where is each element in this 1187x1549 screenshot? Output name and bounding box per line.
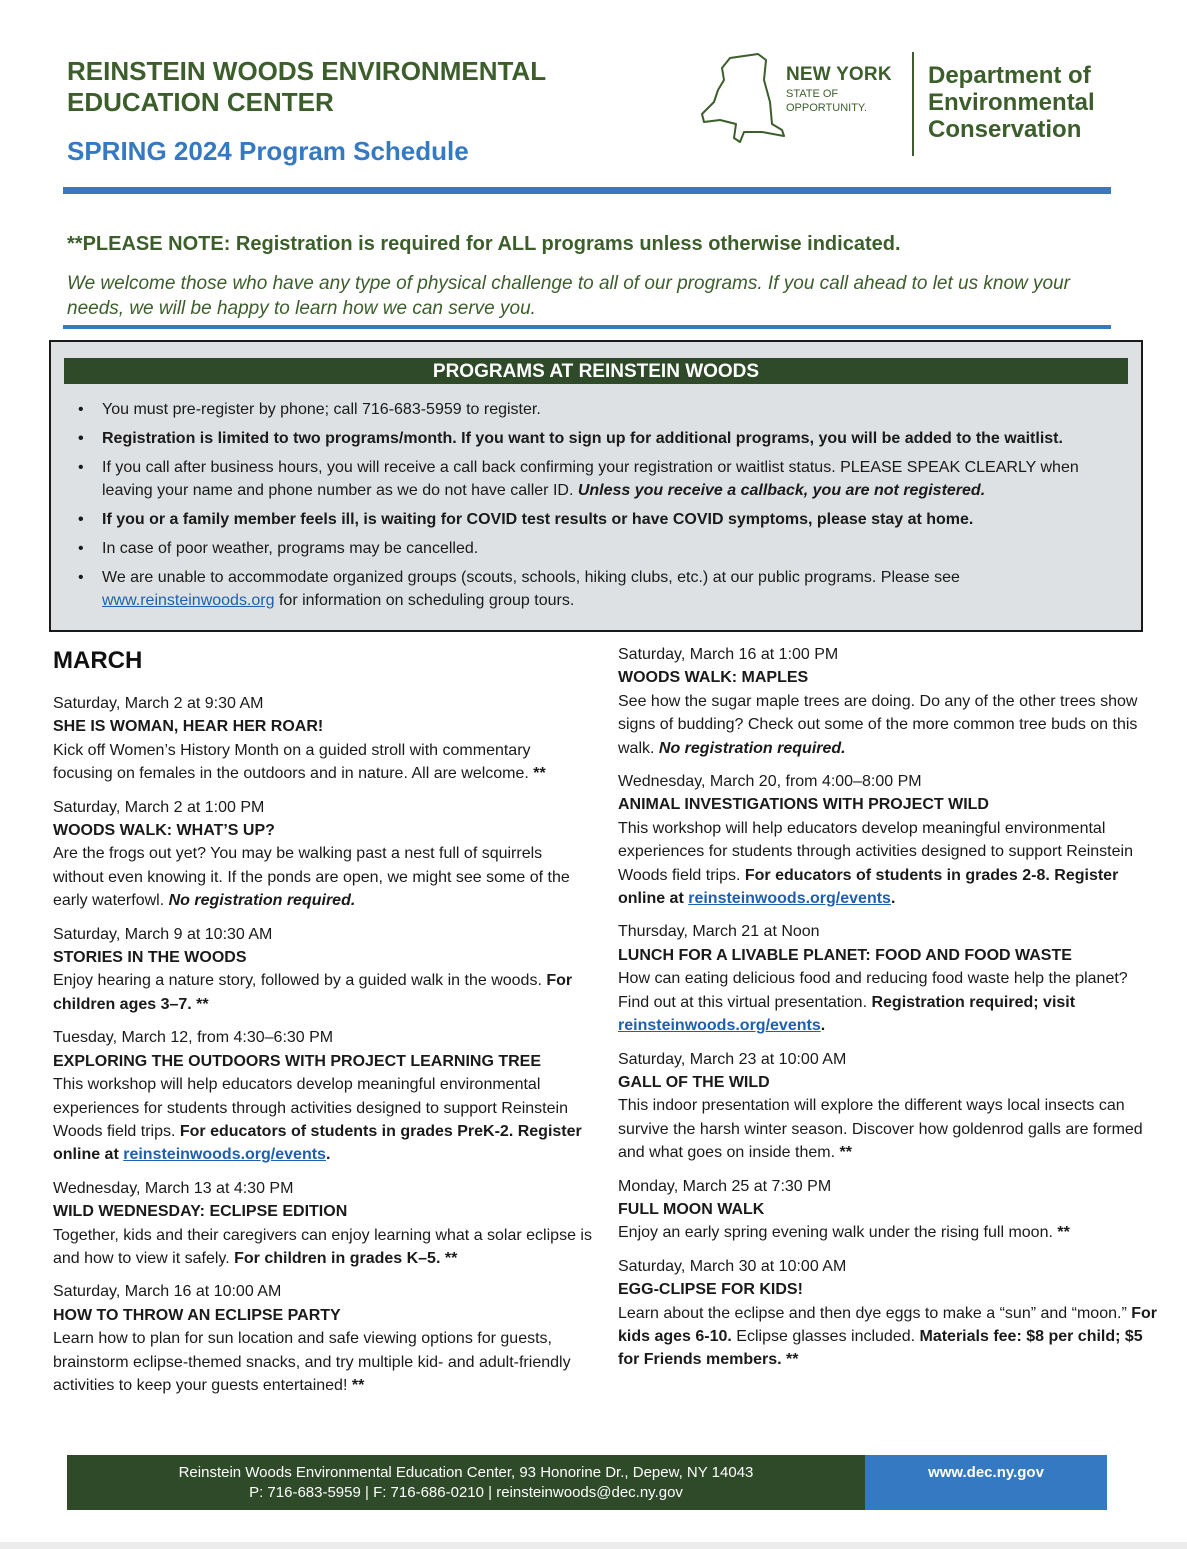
dec-line1: Department of bbox=[928, 62, 1091, 89]
event-date: Wednesday, March 13 at 4:30 PM bbox=[53, 1179, 294, 1197]
event bbox=[53, 796, 593, 913]
bullet-text: If you or a family member feels ill, is waiting for COVID test results or have COVID symptoms, please stay at home. bbox=[102, 511, 974, 528]
event-description: See how the sugar maple trees are doing. Do any of the other trees show signs of budding? Check out some of the more common tree buds on this walk. bbox=[618, 692, 1138, 757]
event-fee: Materials fee: $8 per child; $5 for Friends members. ** bbox=[618, 1327, 1143, 1369]
event bbox=[618, 643, 1158, 760]
event-note-end: . bbox=[890, 890, 896, 908]
event-title: HOW TO THROW AN ECLIPSE PARTY bbox=[53, 1306, 341, 1324]
footer-address: Reinstein Woods Environmental Education Center, 93 Honorine Dr., Depew, NY 14043 bbox=[178, 1464, 754, 1481]
event-description: This workshop will help educators develop meaningful environmental experiences for students through activities designed to support Reinstein Woods field trips. bbox=[618, 819, 1133, 884]
event bbox=[53, 923, 593, 1017]
events-column-right bbox=[618, 643, 1158, 1382]
event-description: Enjoy hearing a nature story, followed by a guided walk in the woods. bbox=[53, 972, 547, 990]
event bbox=[618, 770, 1158, 910]
event-description-mid: Eclipse glasses included. bbox=[731, 1327, 920, 1345]
event bbox=[53, 692, 593, 786]
event-title: EXPLORING THE OUTDOORS WITH PROJECT LEARNING TREE bbox=[53, 1052, 542, 1070]
bullet-item bbox=[75, 427, 1115, 450]
event-date: Wednesday, March 20, from 4:00–8:00 PM bbox=[618, 773, 922, 791]
event-date: Saturday, March 16 at 10:00 AM bbox=[53, 1283, 282, 1301]
events-column-left bbox=[53, 692, 593, 1407]
event-title: ANIMAL INVESTIGATIONS WITH PROJECT WILD bbox=[618, 796, 989, 814]
event-title: SHE IS WOMAN, HEAR HER ROAR! bbox=[53, 718, 324, 736]
welcome-text: We welcome those who have any type of physical challenge to all of our programs. If you call ahead to let us know your needs, we will be happy to learn how we can serve you. bbox=[67, 273, 1070, 319]
event-title: WILD WEDNESDAY: ECLIPSE EDITION bbox=[53, 1203, 348, 1221]
event-note-end: . bbox=[820, 1017, 826, 1035]
event-date: Thursday, March 21 at Noon bbox=[618, 923, 820, 941]
event bbox=[618, 920, 1158, 1037]
event-description: Enjoy an early spring evening walk under the rising full moon. bbox=[618, 1224, 1058, 1242]
programs-box-heading: PROGRAMS AT REINSTEIN WOODS bbox=[64, 358, 1128, 384]
section-rule bbox=[63, 325, 1111, 329]
header-rule bbox=[63, 187, 1111, 194]
event-date: Tuesday, March 12, from 4:30–6:30 PM bbox=[53, 1029, 334, 1047]
footer-phone-email: P: 716-683-5959 | F: 716-686-0210 | reinsteinwoods@dec.ny.gov bbox=[249, 1484, 683, 1501]
event-title: LUNCH FOR A LIVABLE PLANET: FOOD AND FOOD WASTE bbox=[618, 946, 1072, 964]
event-description: Learn about the eclipse and then dye eggs to make a “sun” and “moon.” bbox=[618, 1304, 1132, 1322]
event-note: For kids ages 6-10. bbox=[618, 1304, 1157, 1345]
event-note: For educators of students in grades PreK-2. Register online at bbox=[53, 1122, 582, 1164]
event-note: No registration required. bbox=[168, 892, 356, 910]
event-description: Kick off Women’s History Month on a guided stroll with commentary focusing on females in the outdoors and in nature. All are welcome. bbox=[53, 741, 534, 783]
schedule-title: SPRING 2024 Program Schedule bbox=[67, 136, 469, 166]
event-title: STORIES IN THE WOODS bbox=[53, 949, 247, 967]
ny-wordmark-line1: NEW YORK bbox=[786, 64, 892, 85]
ny-wordmark-line2: STATE OF bbox=[786, 88, 839, 100]
event bbox=[618, 1175, 1158, 1245]
event bbox=[53, 1026, 593, 1166]
event-note: For children in grades K–5. ** bbox=[234, 1249, 458, 1267]
event-title: GALL OF THE WILD bbox=[618, 1073, 770, 1091]
event-description: Are the frogs out yet? You may be walking past a nest full of squirrels without even knowing it. If the ponds are open, we might see some of the early waterfowl. bbox=[53, 845, 570, 910]
footer-contact bbox=[67, 1455, 865, 1510]
month-heading: MARCH bbox=[53, 647, 143, 674]
event-note: For educators of students in grades 2-8. Register online at bbox=[618, 866, 1119, 908]
bullet-item bbox=[75, 456, 1115, 502]
bullet-text: Registration is limited to two programs/month. If you want to sign up for additional programs, you will be added to the waitlist. bbox=[102, 430, 1063, 447]
footer bbox=[67, 1455, 1107, 1510]
event-date: Saturday, March 9 at 10:30 AM bbox=[53, 925, 273, 943]
dec-wordmark bbox=[928, 62, 1095, 143]
header bbox=[67, 56, 627, 167]
event bbox=[618, 1048, 1158, 1165]
bullet-text: If you call after business hours, you will receive a call back confirming your registration or waitlist status. PLEASE SPEAK CLEARLY when leaving your name and phone number as we do not have caller ID. bbox=[102, 459, 1079, 499]
event-date: Saturday, March 2 at 9:30 AM bbox=[53, 695, 264, 712]
footer-website-link[interactable]: www.dec.ny.gov bbox=[865, 1455, 1107, 1510]
bullet-item bbox=[75, 566, 1115, 612]
event-date: Saturday, March 2 at 1:00 PM bbox=[53, 798, 265, 816]
event-note: ** bbox=[533, 765, 546, 783]
ny-wordmark bbox=[786, 64, 892, 114]
event-note-end: . bbox=[325, 1146, 331, 1164]
bullet-item bbox=[75, 398, 1115, 421]
event-description: How can eating delicious food and reducing food waste help the planet? Find out at this virtual presentation. bbox=[618, 970, 1128, 1011]
event-note: Registration required; visit bbox=[871, 993, 1076, 1011]
bullet-item bbox=[75, 508, 1115, 531]
new-york-state-icon bbox=[700, 50, 786, 150]
event-note: ** bbox=[839, 1144, 852, 1162]
event bbox=[53, 1280, 593, 1397]
event-note: ** bbox=[351, 1376, 365, 1394]
event-date: Saturday, March 30 at 10:00 AM bbox=[618, 1257, 847, 1275]
bullet-text: In case of poor weather, programs may be cancelled. bbox=[102, 540, 479, 557]
event bbox=[618, 1255, 1158, 1372]
org-title-line1: REINSTEIN WOODS ENVIRONMENTAL bbox=[67, 56, 547, 86]
event-date: Monday, March 25 at 7:30 PM bbox=[618, 1177, 832, 1195]
event-title: WOODS WALK: WHAT’S UP? bbox=[53, 822, 275, 840]
org-title-line2: EDUCATION CENTER bbox=[67, 87, 334, 117]
bullet-text: We are unable to accommodate organized groups (scouts, schools, hiking clubs, etc.) at our public programs. Please see bbox=[102, 569, 960, 586]
events-link[interactable]: reinsteinwoods.org/events bbox=[123, 1146, 326, 1164]
dec-line3: Conservation bbox=[928, 116, 1082, 143]
event-title: FULL MOON WALK bbox=[618, 1200, 765, 1218]
page-bottom-edge bbox=[0, 1542, 1187, 1549]
events-link[interactable]: reinsteinwoods.org/events bbox=[688, 890, 891, 908]
event-date: Saturday, March 16 at 1:00 PM bbox=[618, 646, 839, 663]
registration-note: **PLEASE NOTE: Registration is required for ALL programs unless otherwise indicated. bbox=[67, 233, 901, 255]
events-link[interactable]: reinsteinwoods.org/events bbox=[618, 1017, 821, 1035]
logo-divider bbox=[912, 52, 914, 156]
event-note: No registration required. bbox=[658, 739, 846, 757]
dec-line2: Environmental bbox=[928, 89, 1095, 116]
event-description: Together, kids and their caregivers can enjoy learning what a solar eclipse is and how to view it safely. bbox=[53, 1226, 592, 1267]
programs-box bbox=[49, 340, 1143, 632]
event-note: For children ages 3–7. ** bbox=[53, 972, 573, 1013]
event-note: ** bbox=[1057, 1224, 1070, 1242]
bullet-item bbox=[75, 537, 1115, 560]
programs-bullet-list bbox=[75, 398, 1115, 618]
event bbox=[53, 1177, 593, 1271]
nys-dec-logo bbox=[700, 50, 1120, 160]
website-link[interactable]: www.reinsteinwoods.org bbox=[102, 592, 275, 609]
bullet-text: You must pre-register by phone; call 716-683-5959 to register. bbox=[102, 401, 541, 418]
event-date: Saturday, March 23 at 10:00 AM bbox=[618, 1050, 847, 1068]
event-description: This workshop will help educators develop meaningful environmental experiences for students through activities designed to support Reinstein Woods field trips. bbox=[53, 1076, 568, 1140]
bullet-emphasis: Unless you receive a callback, you are not registered. bbox=[577, 482, 986, 499]
event-description: This indoor presentation will explore the different ways local insects can survive the harsh winter season. Discover how goldenrod galls are formed and what goes on inside them. bbox=[618, 1097, 1143, 1162]
ny-wordmark-line3: OPPORTUNITY. bbox=[786, 102, 867, 114]
event-title: WOODS WALK: MAPLES bbox=[618, 669, 809, 687]
bullet-text-tail: for information on scheduling group tours. bbox=[274, 592, 575, 609]
event-description: Learn how to plan for sun location and safe viewing options for guests, brainstorm eclipse-themed snacks, and try multiple kid- and adult-friendly activities to keep your guests entertained! bbox=[53, 1330, 571, 1394]
event-title: EGG-CLIPSE FOR KIDS! bbox=[618, 1281, 803, 1299]
